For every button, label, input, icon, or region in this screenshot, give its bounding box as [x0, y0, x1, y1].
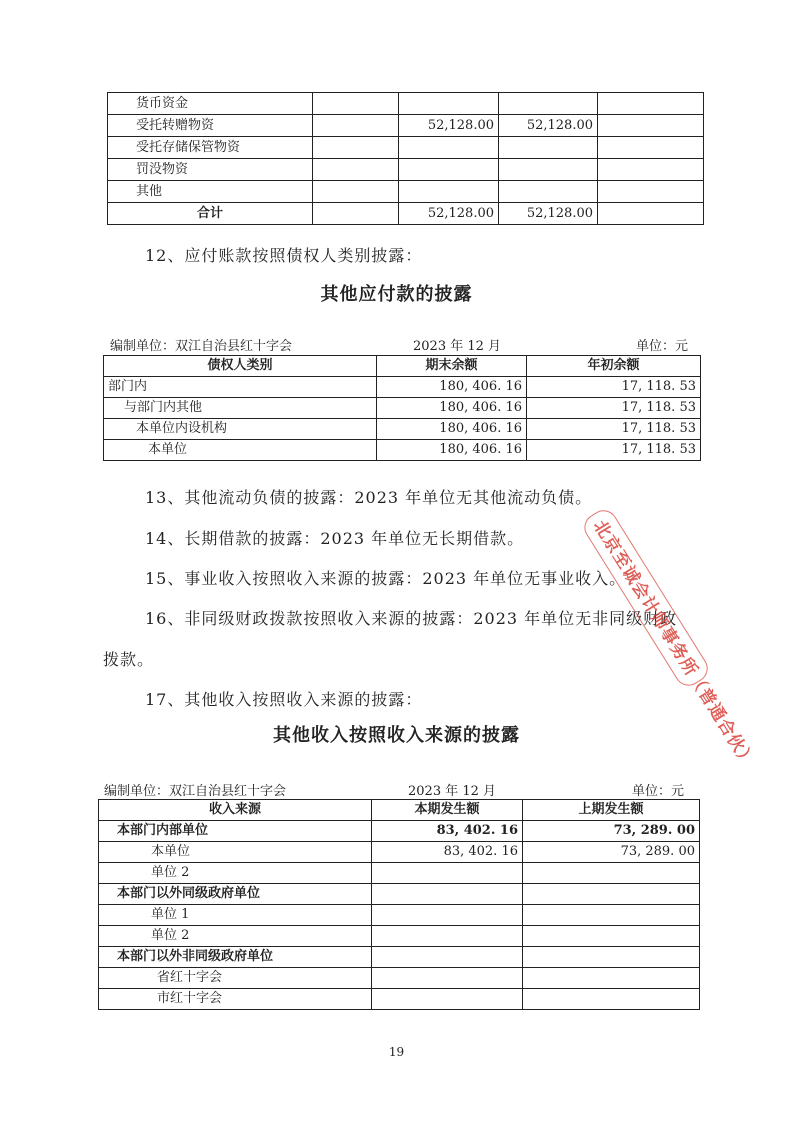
row-value	[313, 181, 399, 203]
row-label: 其他	[108, 181, 313, 203]
table-row	[99, 821, 700, 842]
current-amount	[372, 926, 523, 947]
table-row	[99, 905, 700, 926]
donated-assets-table	[107, 92, 704, 225]
previous-amount	[523, 989, 700, 1010]
total-value: 52,128.00	[499, 203, 598, 225]
income-source: 单位 2	[99, 926, 372, 947]
table-row	[99, 884, 700, 905]
other-payables-table	[103, 355, 701, 461]
row-value	[598, 181, 704, 203]
income-source: 省红十字会	[99, 968, 372, 989]
previous-amount: 73, 289. 00	[523, 821, 700, 842]
row-value	[313, 93, 399, 115]
column-header: 收入来源	[99, 800, 372, 821]
table-row	[99, 989, 700, 1010]
page-number: 19	[388, 1045, 405, 1059]
paragraph-16-continued: 拨款。	[103, 650, 155, 669]
auditor-stamp: 北京至诚会计师事务所（普通合伙）	[579, 505, 713, 691]
table-row	[99, 926, 700, 947]
other-income-table	[98, 799, 700, 1010]
income-source: 本部门以外同级政府单位	[99, 884, 372, 905]
table-row	[104, 419, 701, 440]
paragraph-13: 13、其他流动负债的披露：2023 年单位无其他流动负债。	[145, 488, 593, 507]
income-source: 本部门以外非同级政府单位	[99, 947, 372, 968]
ending-balance: 180, 406. 16	[377, 440, 527, 461]
income-source: 本部门内部单位	[99, 821, 372, 842]
current-amount	[372, 947, 523, 968]
row-value	[399, 137, 499, 159]
column-header: 本期发生额	[372, 800, 523, 821]
table-row	[104, 377, 701, 398]
row-value	[313, 115, 399, 137]
column-header: 债权人类别	[104, 356, 377, 377]
row-value	[598, 93, 704, 115]
previous-amount	[523, 863, 700, 884]
row-value	[598, 159, 704, 181]
column-header: 年初余额	[527, 356, 701, 377]
creditor-category: 与部门内其他	[104, 398, 377, 419]
income-source: 单位 2	[99, 863, 372, 884]
table-row	[108, 137, 704, 159]
row-value	[313, 159, 399, 181]
creditor-category: 本单位	[104, 440, 377, 461]
report-date: 2023 年 12 月	[408, 784, 497, 799]
row-value	[499, 159, 598, 181]
paragraph-14: 14、长期借款的披露：2023 年单位无长期借款。	[145, 529, 525, 548]
row-value	[598, 115, 704, 137]
total-label: 合计	[108, 203, 313, 225]
row-value	[598, 137, 704, 159]
beginning-balance: 17, 118. 53	[527, 377, 701, 398]
previous-amount	[523, 926, 700, 947]
table-row	[108, 181, 704, 203]
beginning-balance: 17, 118. 53	[527, 419, 701, 440]
report-date: 2023 年 12 月	[413, 339, 502, 354]
row-label: 受托转赠物资	[108, 115, 313, 137]
table-row	[99, 863, 700, 884]
current-amount: 83, 402. 16	[372, 821, 523, 842]
total-value	[313, 203, 399, 225]
table-row	[108, 93, 704, 115]
beginning-balance: 17, 118. 53	[527, 398, 701, 419]
row-value	[399, 159, 499, 181]
compiling-unit-label: 编制单位：双江自治县红十字会	[104, 784, 287, 799]
table-row	[108, 115, 704, 137]
row-label: 受托存储保管物资	[108, 137, 313, 159]
previous-amount: 73, 289. 00	[523, 842, 700, 863]
column-header: 期末余额	[377, 356, 527, 377]
income-source: 单位 1	[99, 905, 372, 926]
row-value	[399, 181, 499, 203]
current-amount: 83, 402. 16	[372, 842, 523, 863]
table-row	[104, 440, 701, 461]
current-amount	[372, 884, 523, 905]
ending-balance: 180, 406. 16	[377, 398, 527, 419]
previous-amount	[523, 905, 700, 926]
row-label: 货币资金	[108, 93, 313, 115]
creditor-category: 部门内	[104, 377, 377, 398]
creditor-category: 本单位内设机构	[104, 419, 377, 440]
ending-balance: 180, 406. 16	[377, 377, 527, 398]
previous-amount	[523, 968, 700, 989]
table-row	[99, 842, 700, 863]
income-source: 本单位	[99, 842, 372, 863]
column-header: 上期发生额	[523, 800, 700, 821]
previous-amount	[523, 884, 700, 905]
row-label: 罚没物资	[108, 159, 313, 181]
row-value	[499, 93, 598, 115]
current-amount	[372, 989, 523, 1010]
total-value: 52,128.00	[399, 203, 499, 225]
previous-amount	[523, 947, 700, 968]
row-value	[313, 137, 399, 159]
table-row	[108, 159, 704, 181]
row-value	[399, 93, 499, 115]
paragraph-16: 16、非同级财政拨款按照收入来源的披露：2023 年单位无非同级财政	[145, 609, 678, 628]
current-amount	[372, 863, 523, 884]
row-value	[499, 181, 598, 203]
ending-balance: 180, 406. 16	[377, 419, 527, 440]
total-value	[598, 203, 704, 225]
income-source: 市红十字会	[99, 989, 372, 1010]
table-row	[104, 398, 701, 419]
section-title-other-payables: 其他应付款的披露	[320, 284, 473, 305]
table-row	[99, 947, 700, 968]
compiling-unit-label: 编制单位：双江自治县红十字会	[110, 339, 293, 354]
currency-unit: 单位：元	[632, 784, 685, 799]
current-amount	[372, 905, 523, 926]
row-value	[499, 137, 598, 159]
beginning-balance: 17, 118. 53	[527, 440, 701, 461]
paragraph-12: 12、应付账款按照债权人类别披露：	[145, 246, 423, 265]
table-row	[99, 968, 700, 989]
row-value: 52,128.00	[399, 115, 499, 137]
current-amount	[372, 968, 523, 989]
paragraph-17: 17、其他收入按照收入来源的披露：	[145, 690, 423, 709]
paragraph-15: 15、事业收入按照收入来源的披露：2023 年单位无事业收入。	[145, 569, 627, 588]
row-value: 52,128.00	[499, 115, 598, 137]
section-title-other-income: 其他收入按照收入来源的披露	[273, 725, 520, 746]
currency-unit: 单位：元	[636, 339, 689, 354]
total-row	[108, 203, 704, 225]
